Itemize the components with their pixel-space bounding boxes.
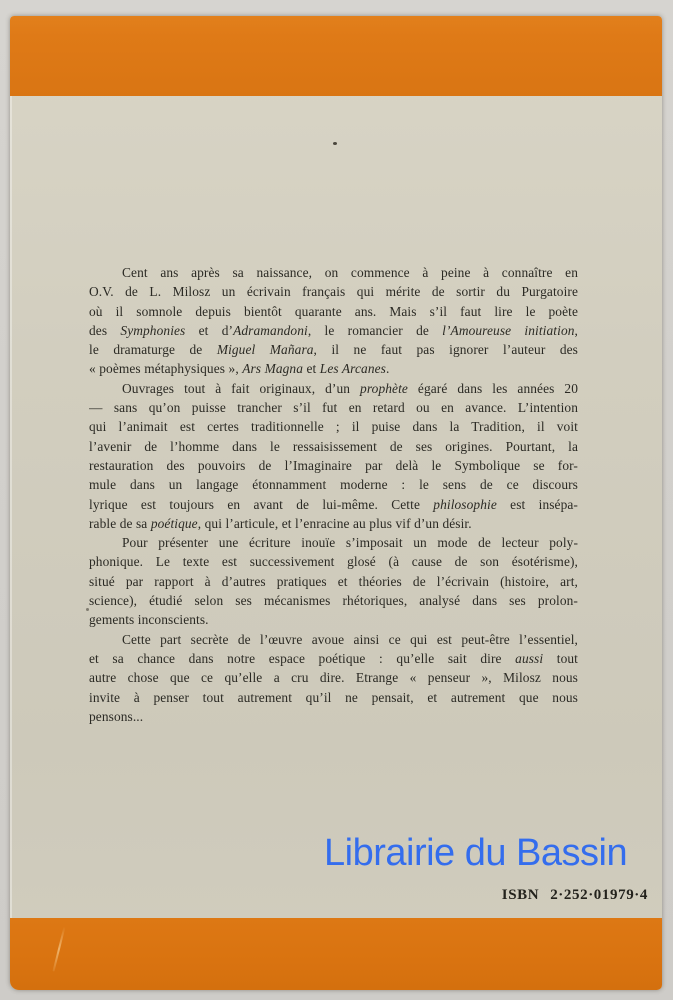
back-cover-text bbox=[89, 263, 578, 726]
paragraph bbox=[89, 630, 578, 726]
text-line: pensons... bbox=[89, 708, 144, 724]
text-line: qui l’animait est certes traditionnelle ; il puise dans la Tradition, il voit bbox=[89, 419, 578, 435]
text-line: restauration des pouvoirs de l’Imaginaire par delà le Symbolique se for- bbox=[89, 457, 578, 473]
bookseller-watermark: Librairie du Bassin bbox=[324, 832, 628, 874]
text-line: invite à penser tout autrement qu’il ne pensait, et autrement que nous bbox=[89, 689, 578, 705]
text-line: — sans qu’on puisse trancher s’il fut en retard ou en avance. L’intention bbox=[89, 400, 578, 416]
text-line: science), étudié selon ses mécanismes rhétoriques, analysé dans ses prolon- bbox=[89, 593, 578, 609]
text-line: lyrique est toujours en avant de lui-même. Cette philosophie est insépa- bbox=[89, 496, 578, 512]
top-orange-band bbox=[10, 16, 662, 96]
text-line: « poèmes métaphysiques », Ars Magna et Les Arcanes. bbox=[89, 361, 390, 377]
text-line: où il somnole depuis bientôt quarante ans. Mais s’il faut lire le poète bbox=[89, 303, 578, 319]
paragraph bbox=[89, 533, 578, 629]
paper-speck bbox=[333, 142, 337, 145]
isbn-label: ISBN bbox=[501, 887, 540, 903]
paper-speck bbox=[86, 608, 89, 611]
text-line: Cette part secrète de l’œuvre avoue ainsi ce qui est peut-être l’essentiel, bbox=[122, 631, 578, 647]
paragraph bbox=[89, 263, 578, 379]
text-line: situé par rapport à d’autres pratiques et théories de l’écrivain (histoire, art, bbox=[89, 573, 578, 589]
text-line: rable de sa poétique, qui l’articule, et l’enracine au plus vif d’un désir. bbox=[89, 515, 472, 531]
text-line: et sa chance dans notre espace poétique : qu’elle sait dire aussi tout bbox=[89, 650, 578, 666]
text-line: autre chose que ce qu’elle a cru dire. Etrange « penseur », Milosz nous bbox=[89, 670, 578, 686]
isbn-value: 2·252·01979·4 bbox=[550, 887, 648, 903]
text-line: des Symphonies et d’Adramandoni, le romancier de l’Amoureuse initiation, bbox=[89, 322, 578, 338]
text-line: l’avenir de l’homme dans le ressaisissement de ses origines. Pourtant, la bbox=[89, 438, 578, 454]
book-back-cover bbox=[10, 16, 662, 990]
bottom-orange-band bbox=[10, 918, 662, 990]
text-line: le dramaturge de Miguel Mañara, il ne faut pas ignorer l’auteur des bbox=[89, 342, 578, 358]
text-line: phonique. Le texte est successivement glosé (à cause de son ésotérisme), bbox=[89, 554, 578, 570]
text-line: gements inconscients. bbox=[89, 612, 209, 628]
text-line: O.V. de L. Milosz un écrivain français qui mérite de sortir du Purgatoire bbox=[89, 284, 578, 300]
isbn bbox=[502, 887, 648, 904]
text-line: mule dans un langage étonnamment moderne : le sens de ce discours bbox=[89, 477, 578, 493]
text-line: Cent ans après sa naissance, on commence à peine à connaître en bbox=[122, 265, 578, 280]
text-line: Ouvrages tout à fait originaux, d’un prophète égaré dans les années 20 bbox=[122, 380, 578, 396]
paragraph bbox=[89, 379, 578, 533]
text-line: Pour présenter une écriture inouïe s’imposait un mode de lecteur poly- bbox=[122, 535, 578, 551]
